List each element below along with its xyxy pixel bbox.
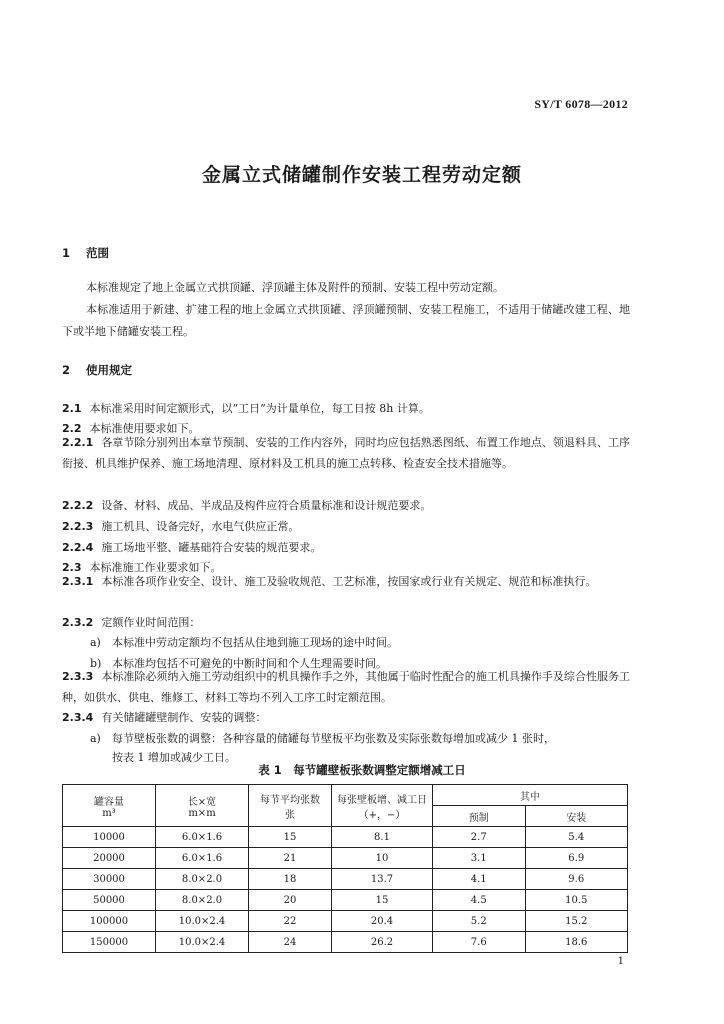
table-cell: 100000	[63, 911, 156, 932]
clause-2-2-1: 2.2.1 各章节除分别列出本章节预制、安装的工作内容外，同时均应包括熟悉图纸、布置工作地点、领退料具、工序衔接、机具维护保养、施工场地清理、原材料及工机具的施工点转移、检查安全技术措施等。	[62, 436, 630, 470]
clause-2-2-4: 2.2.4 施工场地平整、罐基础符合安装的规范要求。	[62, 541, 322, 554]
table-cell: 8.0×2.0	[156, 890, 249, 911]
table-cell: 10.0×2.4	[156, 911, 249, 932]
table-cell: 15	[332, 890, 433, 911]
table-cell: 13.7	[332, 869, 433, 890]
table-cell: 26.2	[332, 932, 433, 953]
table-cell: 18.6	[525, 932, 628, 953]
clause-2-3-2: 2.3.2 定额作业时间范围：	[62, 616, 201, 629]
clause-2-2-3: 2.2.3 施工机具、设备完好，水电气供应正常。	[62, 520, 300, 533]
table-cell: 10.0×2.4	[156, 932, 249, 953]
table-cell: 8.0×2.0	[156, 869, 249, 890]
table-cell: 9.6	[525, 869, 628, 890]
table-cell: 5.2	[433, 911, 526, 932]
page-number: 1	[617, 956, 624, 967]
adjustment-table	[62, 784, 628, 953]
table-row	[63, 890, 628, 911]
table-cell: 6.0×1.6	[156, 827, 249, 848]
table-cell: 4.5	[433, 890, 526, 911]
table-cell: 24	[249, 932, 332, 953]
table-cell: 30000	[63, 869, 156, 890]
header-install: 安装	[525, 806, 628, 827]
clause-2-3-4-a: a) 每节壁板张数的调整：各种容量的储罐每节壁板平均张数及实际张数每增加或减少 1 张时，	[90, 732, 555, 745]
table-row	[63, 848, 628, 869]
clause-2-1: 2.1 本标准采用时间定额形式，以“工日”为计量单位，每工日按 8h 计算。	[62, 402, 430, 415]
table-cell: 2.7	[433, 827, 526, 848]
table-row	[63, 911, 628, 932]
section-number: 2	[62, 363, 71, 377]
table-row	[63, 827, 628, 848]
table-cell: 22	[249, 911, 332, 932]
table-cell: 4.1	[433, 869, 526, 890]
header-per-plate: 每张壁板增、减工日 （+，−）	[332, 785, 433, 827]
document-title: 金属立式储罐制作安装工程劳动定额	[201, 164, 522, 186]
table-row	[63, 869, 628, 890]
header-capacity: 罐容量 m³	[63, 785, 156, 827]
section-number: 1	[62, 246, 71, 260]
table-cell: 15.2	[525, 911, 628, 932]
clause-2-3: 2.3 本标准施工作业要求如下。	[62, 561, 222, 574]
clause-2-2: 2.2 本标准使用要求如下。	[62, 422, 200, 435]
table-cell: 10.5	[525, 890, 628, 911]
header-size: 长×宽 m×m	[156, 785, 249, 827]
section-1-heading	[62, 245, 109, 261]
table-cell: 6.0×1.6	[156, 848, 249, 869]
paragraph: 本标准规定了地上金属立式拱顶罐、浮顶罐主体及附件的预制、安装工程中劳动定额。	[86, 281, 504, 294]
section-title: 范围	[86, 246, 109, 260]
header-among: 其中	[433, 785, 628, 806]
table-cell: 50000	[63, 890, 156, 911]
clause-2-3-4: 2.3.4 有关储罐罐壁制作、安装的调整：	[62, 711, 267, 724]
clause-2-3-2-a: a) 本标准中劳动定额均不包括从住地到施工现场的途中时间。	[90, 636, 398, 649]
table-cell: 10000	[63, 827, 156, 848]
table-row	[63, 932, 628, 953]
standard-code: SY/T 6078—2012	[534, 97, 628, 111]
table-body	[63, 827, 628, 953]
clause-2-3-4-a-cont: 按表 1 增加或减少工日。	[112, 751, 236, 764]
table-cell: 10	[332, 848, 433, 869]
table-cell: 6.9	[525, 848, 628, 869]
header-avg-plates: 每节平均张数 张	[249, 785, 332, 827]
table-cell: 20.4	[332, 911, 433, 932]
table-caption: 表 1 每节罐壁板张数调整定额增减工日	[258, 763, 466, 777]
table-cell: 21	[249, 848, 332, 869]
table-cell: 5.4	[525, 827, 628, 848]
clause-2-3-2-b: b) 本标准均包括不可避免的中断时间和个人生理需要时间。	[90, 657, 387, 670]
section-2-heading	[62, 362, 132, 378]
table-cell: 7.6	[433, 932, 526, 953]
table-cell: 3.1	[433, 848, 526, 869]
clause-2-2-2: 2.2.2 设备、材料、成品、半成品及构件应符合质量标准和设计规范要求。	[62, 499, 432, 512]
table-cell: 8.1	[332, 827, 433, 848]
table-cell: 150000	[63, 932, 156, 953]
header-prefab: 预制	[433, 806, 526, 827]
table-cell: 18	[249, 869, 332, 890]
table-cell: 15	[249, 827, 332, 848]
table-cell: 20	[249, 890, 332, 911]
clause-2-3-3: 2.3.3 本标准除必须纳入施工劳动组织中的机具操作手之外，其他属于临时性配合的施工机具操作手及综合性服务工种，如供水、供电、维修工、材料工等均不列入工序工时定额范围。	[62, 670, 630, 704]
section-title: 使用规定	[86, 363, 132, 377]
table-cell: 20000	[63, 848, 156, 869]
paragraph: 本标准适用于新建、扩建工程的地上金属立式拱顶罐、浮顶罐预制、安装工程施工，不适用于储罐改建工程、地下或半地下储罐安装工程。	[62, 303, 630, 338]
clause-2-3-1: 2.3.1 本标准各项作业安全、设计、施工及验收规范、工艺标准，按国家或行业有关规定、规范和标准执行。	[62, 575, 597, 588]
